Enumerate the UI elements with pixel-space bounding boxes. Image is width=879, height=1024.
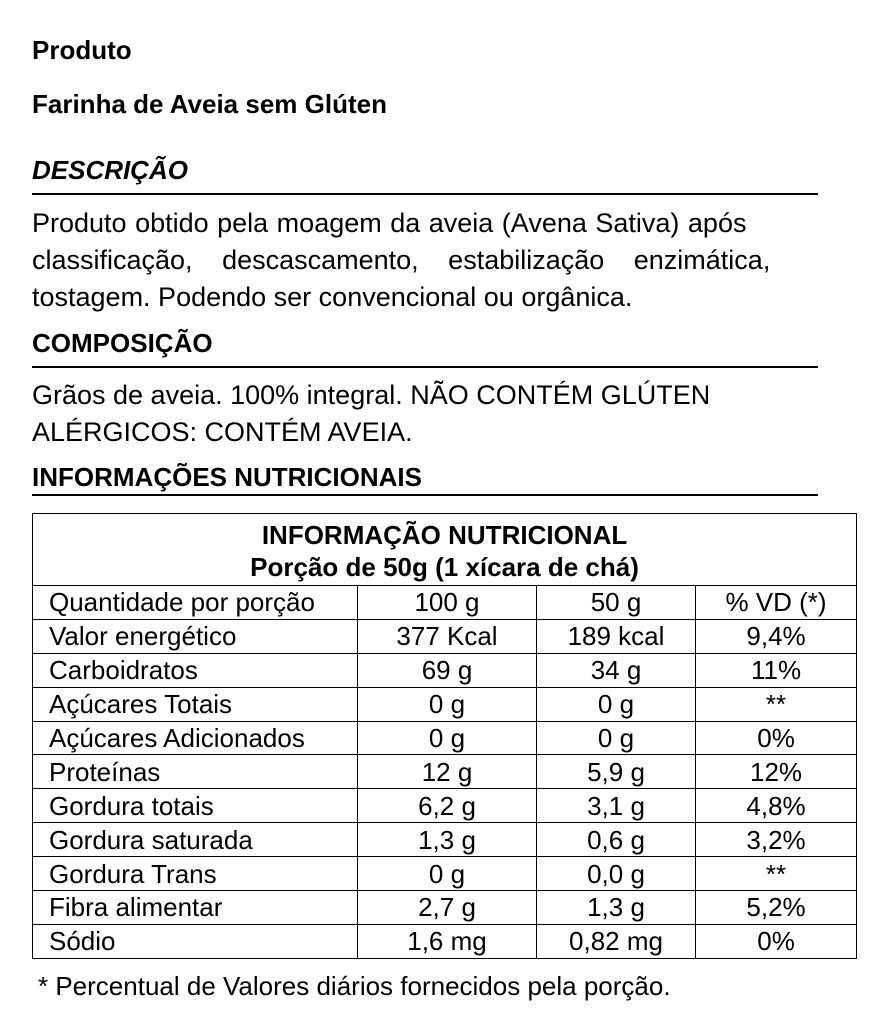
nutrient-name: Açúcares Adicionados bbox=[33, 721, 358, 755]
daily-value: 3,2% bbox=[696, 823, 857, 857]
value-100g: 0 g bbox=[358, 721, 537, 755]
nutrition-info-rule bbox=[32, 494, 818, 496]
value-100g: 1,3 g bbox=[358, 823, 537, 857]
value-100g: 2,7 g bbox=[358, 891, 537, 925]
table-row bbox=[33, 653, 857, 687]
description-text bbox=[32, 205, 818, 316]
daily-value: 4,8% bbox=[696, 789, 857, 823]
nutrient-name: Carboidratos bbox=[33, 653, 358, 687]
description-rule bbox=[32, 193, 818, 195]
nutrition-table bbox=[32, 513, 857, 959]
description-line: classificação, descascamento, estabilização enzimática, bbox=[32, 245, 771, 275]
table-row bbox=[33, 789, 857, 823]
table-row bbox=[33, 619, 857, 653]
table-row bbox=[33, 857, 857, 891]
value-100g: 6,2 g bbox=[358, 789, 537, 823]
table-title bbox=[33, 514, 857, 586]
column-header: % VD (*) bbox=[696, 586, 857, 620]
daily-value: ** bbox=[696, 687, 857, 721]
table-footnote: * Percentual de Valores diários fornecidos pela porção. bbox=[38, 971, 671, 1001]
composition-line: ALÉRGICOS: CONTÉM AVEIA. bbox=[32, 417, 413, 447]
description-line: tostagem. Podendo ser convencional ou orgânica. bbox=[32, 282, 633, 312]
value-50g: 0 g bbox=[537, 721, 696, 755]
value-100g: 0 g bbox=[358, 687, 537, 721]
value-50g: 5,9 g bbox=[537, 755, 696, 789]
product-name: Farinha de Aveia sem Glúten bbox=[32, 89, 387, 119]
table-row bbox=[33, 721, 857, 755]
nutrition-info-heading: INFORMAÇÕES NUTRICIONAIS bbox=[32, 462, 422, 492]
daily-value: 11% bbox=[696, 653, 857, 687]
table-header-row bbox=[33, 586, 857, 620]
value-100g: 69 g bbox=[358, 653, 537, 687]
value-50g: 0 g bbox=[537, 687, 696, 721]
nutrient-name: Valor energético bbox=[33, 619, 358, 653]
nutrient-name: Sódio bbox=[33, 924, 358, 958]
table-row bbox=[33, 891, 857, 925]
table-row bbox=[33, 823, 857, 857]
value-100g: 0 g bbox=[358, 857, 537, 891]
table-row bbox=[33, 687, 857, 721]
composition-rule bbox=[32, 366, 818, 368]
table-row bbox=[33, 924, 857, 958]
nutrient-name: Açúcares Totais bbox=[33, 687, 358, 721]
daily-value: 12% bbox=[696, 755, 857, 789]
nutrient-name: Gordura Trans bbox=[33, 857, 358, 891]
value-50g: 3,1 g bbox=[537, 789, 696, 823]
description-line: Produto obtido pela moagem da aveia (Avena Sativa) após bbox=[32, 208, 747, 238]
nutrient-name: Gordura saturada bbox=[33, 823, 358, 857]
column-header: 100 g bbox=[358, 586, 537, 620]
column-header: Quantidade por porção bbox=[33, 586, 358, 620]
value-50g: 0,6 g bbox=[537, 823, 696, 857]
table-portion-text: Porção de 50g (1 xícara de chá) bbox=[250, 551, 639, 582]
value-100g: 377 Kcal bbox=[358, 619, 537, 653]
description-heading: DESCRIÇÃO bbox=[32, 155, 189, 185]
daily-value: 5,2% bbox=[696, 891, 857, 925]
value-100g: 1,6 mg bbox=[358, 924, 537, 958]
composition-heading: COMPOSIÇÃO bbox=[32, 328, 213, 358]
value-50g: 0,82 mg bbox=[537, 924, 696, 958]
daily-value: 0% bbox=[696, 721, 857, 755]
daily-value: ** bbox=[696, 857, 857, 891]
nutrient-name: Proteínas bbox=[33, 755, 358, 789]
composition-line: Grãos de aveia. 100% integral. NÃO CONTÉM GLÚTEN bbox=[32, 380, 711, 410]
value-100g: 12 g bbox=[358, 755, 537, 789]
composition-text bbox=[32, 377, 818, 451]
value-50g: 34 g bbox=[537, 653, 696, 687]
nutrient-name: Fibra alimentar bbox=[33, 891, 358, 925]
column-header: 50 g bbox=[537, 586, 696, 620]
table-title-row bbox=[33, 514, 857, 586]
table-title-text: INFORMAÇÃO NUTRICIONAL bbox=[261, 519, 628, 550]
value-50g: 1,3 g bbox=[537, 891, 696, 925]
value-50g: 189 kcal bbox=[537, 619, 696, 653]
nutrient-name: Gordura totais bbox=[33, 789, 358, 823]
table-row bbox=[33, 755, 857, 789]
daily-value: 0% bbox=[696, 924, 857, 958]
produto-label: Produto bbox=[32, 35, 132, 65]
value-50g: 0,0 g bbox=[537, 857, 696, 891]
daily-value: 9,4% bbox=[696, 619, 857, 653]
